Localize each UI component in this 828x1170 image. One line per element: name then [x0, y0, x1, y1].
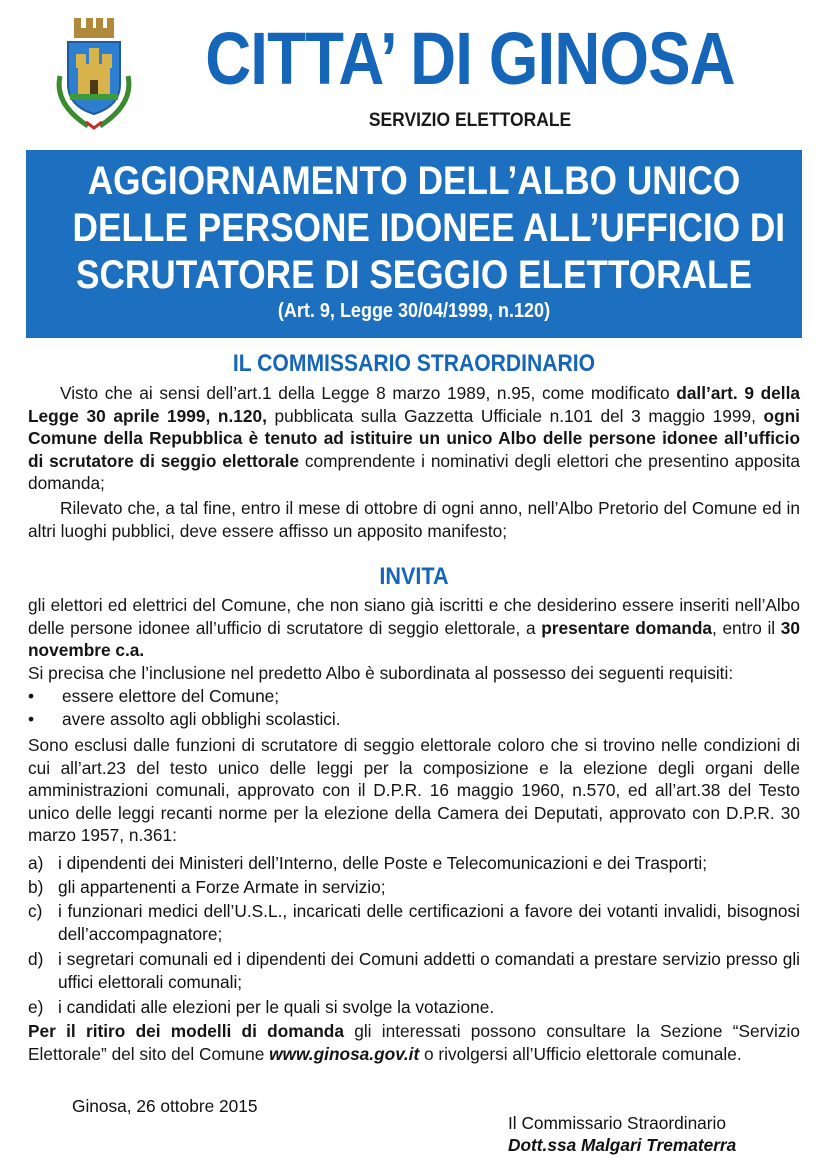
bullet-mark: • [28, 686, 35, 706]
bold-span: Per il ritiro dei modelli di domanda [28, 1021, 344, 1041]
banner-line-3: SCRUTATORE DI SEGGIO ELETTORALE [75, 253, 753, 297]
banner-line-2: DELLE PERSONE IDONEE ALL’UFFICIO DI [72, 206, 786, 250]
title-banner [26, 150, 802, 338]
bold-span: ogni Comune della Repubblica è tenuto ad istituire un unico Albo delle persone idonee all’ufficio di scrutatore di seggio elettorale [28, 405, 800, 471]
banner-line-1: AGGIORNAMENTO DELL’ALBO UNICO [87, 159, 741, 203]
text-span: gli interessati possono consultare la Sezione “Servizio Elettorale” del sito del Comune [28, 1021, 800, 1064]
bullet-text: essere elettore del Comune; [62, 686, 280, 706]
text-span: , entro il [712, 617, 781, 638]
list-item [28, 708, 341, 731]
exclusion-text: i candidati alle elezioni per le quali si svolge la votazione. [58, 997, 495, 1017]
header [0, 0, 828, 140]
document-date: Ginosa, 26 ottobre 2015 [72, 1096, 258, 1116]
paragraph-invita [28, 594, 800, 662]
paragraph-requisiti: Si precisa che l’inclusione nel predetto Albo è subordinata al possesso dei seguenti requisiti: [28, 663, 734, 683]
city-crest-icon [50, 14, 138, 132]
service-name: SERVIZIO ELETTORALE [368, 110, 572, 131]
signature-block [508, 1112, 736, 1156]
law-reference: (Art. 9, Legge 30/04/1999, n.120) [277, 300, 551, 322]
exclusion-mark: b) [28, 877, 44, 897]
bold-span: dall’art. 9 della Legge 30 aprile 1999, n.120, [28, 383, 800, 426]
paragraph-visto [28, 382, 800, 495]
list-item [28, 685, 279, 708]
text-span: pubblicata sulla Gazzetta Ufficiale n.101 del 3 maggio 1999, [266, 405, 764, 426]
text-span: o rivolgersi all’Ufficio elettorale comunale. [419, 1043, 742, 1064]
exclusion-item [28, 852, 800, 875]
bullet-mark: • [28, 709, 35, 729]
exclusion-text: i segretari comunali ed i dipendenti dei Comuni addetti o comandati a prestare servizio presso gli uffici elettorali comunali; [58, 949, 800, 992]
exclusion-item [28, 876, 800, 899]
text-span: comprendente i nominativi degli elettori che presentino apposita domanda; [28, 450, 801, 493]
exclusion-item [28, 948, 800, 993]
exclusion-text: i funzionari medici dell’U.S.L., incaricati delle certificazioni a favore dei votanti invalidi, bisognosi dell’accompagnatore; [58, 901, 800, 944]
city-title: CITTA’ DI GINOSA [205, 17, 735, 100]
signature-title: Il Commissario Straordinario [508, 1113, 726, 1133]
website-link[interactable]: www.ginosa.gov.it [269, 1043, 420, 1064]
text-span: Visto che ai sensi dell’art.1 della Legge 8 marzo 1989, n.95, come modificato [60, 383, 677, 403]
text-span: gli elettori ed elettrici del Comune, che non siano già iscritti e che desiderino essere inseriti nell’Albo delle persone idonee all’ufficio di scrutatore di seggio elettorale, a [28, 595, 800, 638]
paragraph-rilevato: Rilevato che, a tal fine, entro il mese di ottobre di ogni anno, nell’Albo Pretorio del Comune ed in altri luoghi pubblici, deve essere affisso un apposito manifesto; [28, 498, 800, 541]
exclusion-text: gli appartenenti a Forze Armate in servizio; [58, 877, 386, 897]
bullet-text: avere assolto agli obblighi scolastici. [62, 709, 341, 729]
exclusion-mark: e) [28, 997, 44, 1017]
paragraph-esclusi: Sono esclusi dalle funzioni di scrutatore di seggio elettorale coloro che si trovino nelle condizioni di cui all’art.23 del testo unico delle leggi per la composizione e la elezione degli organi delle amministrazioni comunali, approvato con il D.P.R. 16 maggio 1960, n.570, ed all’art.38 del Testo unico delle leggi recanti norme per la elezione della Camera dei Deputati, approvato con D.P.R. 30 marzo 1957, n.361: [28, 735, 800, 845]
exclusion-item [28, 996, 800, 1019]
exclusion-mark: d) [28, 949, 44, 969]
bold-span: presentare domanda [541, 617, 713, 638]
bold-span: 30 novembre c.a. [28, 617, 800, 660]
invita-heading: INVITA [379, 563, 449, 590]
exclusion-mark: c) [28, 901, 43, 921]
exclusion-mark: a) [28, 853, 44, 873]
paragraph-modelli [28, 1020, 800, 1065]
exclusion-text: i dipendenti dei Ministeri dell’Interno, delle Poste e Telecomunicazioni e dei Trasporti; [58, 853, 708, 873]
exclusion-item [28, 900, 800, 945]
signature-name: Dott.ssa Malgari Trematerra [508, 1135, 737, 1155]
commissario-heading: IL COMMISSARIO STRAORDINARIO [232, 350, 596, 377]
